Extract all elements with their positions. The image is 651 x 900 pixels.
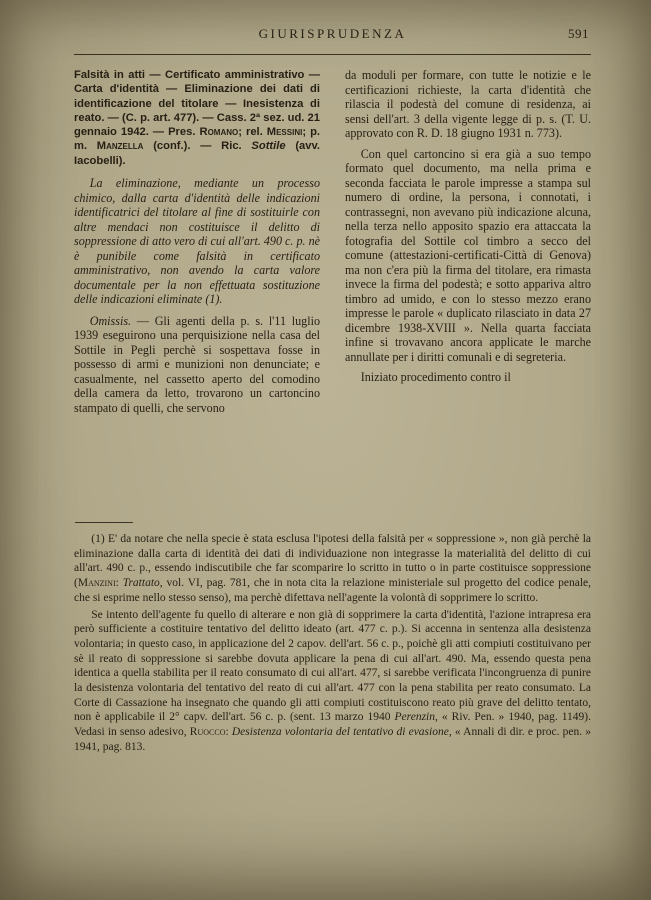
ruocco-author-name: Ruocco bbox=[189, 726, 226, 739]
headnote-subject: Falsità in atti — Certificato amministrativo — Carta d'identità — Eliminazione dei dati di identificazione del titolare — Inesistenza di reato. — bbox=[74, 69, 320, 124]
footnote-2-text-c: : bbox=[225, 726, 232, 739]
footnote-2-text-a: Se intento dell'agente fu quello di alterare e non già di sopprimere la carta d'identità, l'azione intrapresa era però sufficiente a costituire tentativo del delitto ideato (art. 477 c. p.). Si accenna in sentenza alla desistenza volontaria; in questo caso, in applicazione del 2 capov. dell'art. 56 c. p., poichè gli atti compiuti costituivano per sè il reato di soppressione si sarebbe dovuta applicare la pena di cui all'art. 490. Ma, essendo questa pena identica a quella stabilita per il reato consumato di cui all'art. 477, si sarebbe verificata l'incongruenza di punire la desistenza volontaria del tentativo del reato di cui all'art. 477 con la pena stabilita per reato consumato. La Corte di Cassazione ha insegnato che quando gli atti compiuti costituiscono reato più grave del delitto tentato, non è applicabile il 2° capv. dell'art. 56 c. p. (sent. 13 marzo 1940 bbox=[74, 608, 591, 724]
body-paragraph-1 bbox=[74, 314, 320, 416]
footnote-1-text-c: , vol. VI, pag. 781, che in nota cita la relazione ministeriale sul progetto del codice penale, che si esprime nello stesso senso), ma perchè difettava nell'agente la volontà di sopprimere lo scritto. bbox=[74, 577, 592, 604]
footnote-1-text-a: (1) E' da notare che nella specie è stata esclusa l'ipotesi della falsità per « soppressione », non già perchè la eliminazione dalla carta di identità dei dati di individuazione non integrasse la materialità del delitto di cui all'art. 490 c. p., essendo indiscutibile che far scomparire lo scritto in tutto o in parte costituisce soppressione ( bbox=[74, 533, 591, 590]
footnote-2-text-b: , « Riv. Pen. » 1940, pag. 1149). Vedasi in senso adesivo, bbox=[74, 711, 591, 739]
trattato-work-title: Trattato bbox=[122, 577, 160, 590]
headnote-mid2: ; p. m. bbox=[74, 126, 321, 153]
case-headnote bbox=[74, 68, 320, 168]
ruocco-work-title: Desistenza volontaria del tentativo di evasione bbox=[231, 726, 449, 739]
headnote-end: (avv. Iacobelli). bbox=[74, 140, 321, 167]
left-column bbox=[74, 68, 320, 421]
pm-name: Manzella bbox=[96, 140, 144, 153]
footnote-paragraph-2 bbox=[74, 608, 591, 755]
footnote-block bbox=[74, 532, 591, 755]
ricorrente-name: Sottile bbox=[251, 140, 286, 153]
president-name: Romano bbox=[199, 126, 239, 139]
manzini-author-name: Manzini bbox=[77, 577, 116, 590]
text-columns bbox=[74, 68, 591, 518]
page-number: 591 bbox=[568, 26, 589, 41]
body-paragraph-2: da moduli per formare, con tutte le notizie e le certificazioni richieste, la carta d'identità che rilascia il podestà del comune di residenza, ai sensi dell'art. 3 della vigente legge di p. s. (T. U. approvato con R. D. 18 giugno 1931 n. 773). bbox=[345, 68, 591, 140]
headnote-mid1: ; rel. bbox=[238, 126, 267, 139]
body-paragraph-4: Iniziato procedimento contro il bbox=[360, 370, 511, 384]
right-column bbox=[345, 68, 591, 391]
headnote-mid3: (conf.). — Ric. bbox=[143, 140, 252, 153]
perenzin-case-name: Perenzin bbox=[394, 711, 435, 724]
footnote-1-text-b: : bbox=[115, 577, 123, 590]
relatore-name: Messini bbox=[266, 126, 303, 139]
footnote-separator-rule bbox=[75, 522, 133, 523]
body-paragraph-3: Con quel cartoncino si era già a suo tempo formato quel documento, ma nella prima e seconda facciata le parole impresse a stampa sul numero di ordine, la persona, i connotati, i contrassegni, non avevano più indicazione alcuna, nella terza nello apposito spazio era attaccata la fotografia del Sottile col timbro a secco del comune (attestazioni-certificati-Città di Genova) ma non c'era più la firma del titolare, era rimasta invece la firma del podestà; e sotto appariva altro timbro ad umido, e con lo stesso mezzo erano impresse le parole « duplicato rilasciato in data 27 dicembre 1938-XVIII ». Nella quarta facciata infine si trovavano ancora applicate le marche annullate per i diritti comunali e di segreteria. bbox=[345, 146, 591, 364]
footnote-2-text-d: , « Annali di dir. e proc. pen. » 1941, pag. 813. bbox=[74, 726, 591, 753]
headnote-reference: (C. p. art. 477). — Cass. 2ª sez. ud. 21 gennaio 1942. — Pres. bbox=[74, 111, 320, 139]
page-header bbox=[74, 26, 591, 55]
running-head: GIURISPRUDENZA bbox=[258, 26, 407, 41]
massima-paragraph: La eliminazione, mediante un processo chimico, dalla carta d'identità delle indicazioni identificatrici del titolare al fine di sostituirle con altre mendaci non costituisce il delitto di soppressione di atto vero di cui all'art. 490 c. p. nè è punibile come falsità in certificato amministrativo, non avendo la carta valore documentale per la non effettuata sostituzione delle indicazioni eliminate (1). bbox=[74, 176, 320, 307]
footnote-paragraph-1 bbox=[74, 532, 591, 606]
body-paragraph-1-text: — Gli agenti della p. s. l'11 luglio 1939 eseguirono una perquisizione nella casa del Sottile in Pegli perchè si sospettava fosse in possesso di armi e munizioni non denunciate; e casualmente, nel cassetto aperto del comodino della camera da letto, trovarono un cartoncino stampato di quelli, che servono bbox=[74, 313, 320, 415]
omissis-label: Omissis. bbox=[89, 313, 132, 328]
